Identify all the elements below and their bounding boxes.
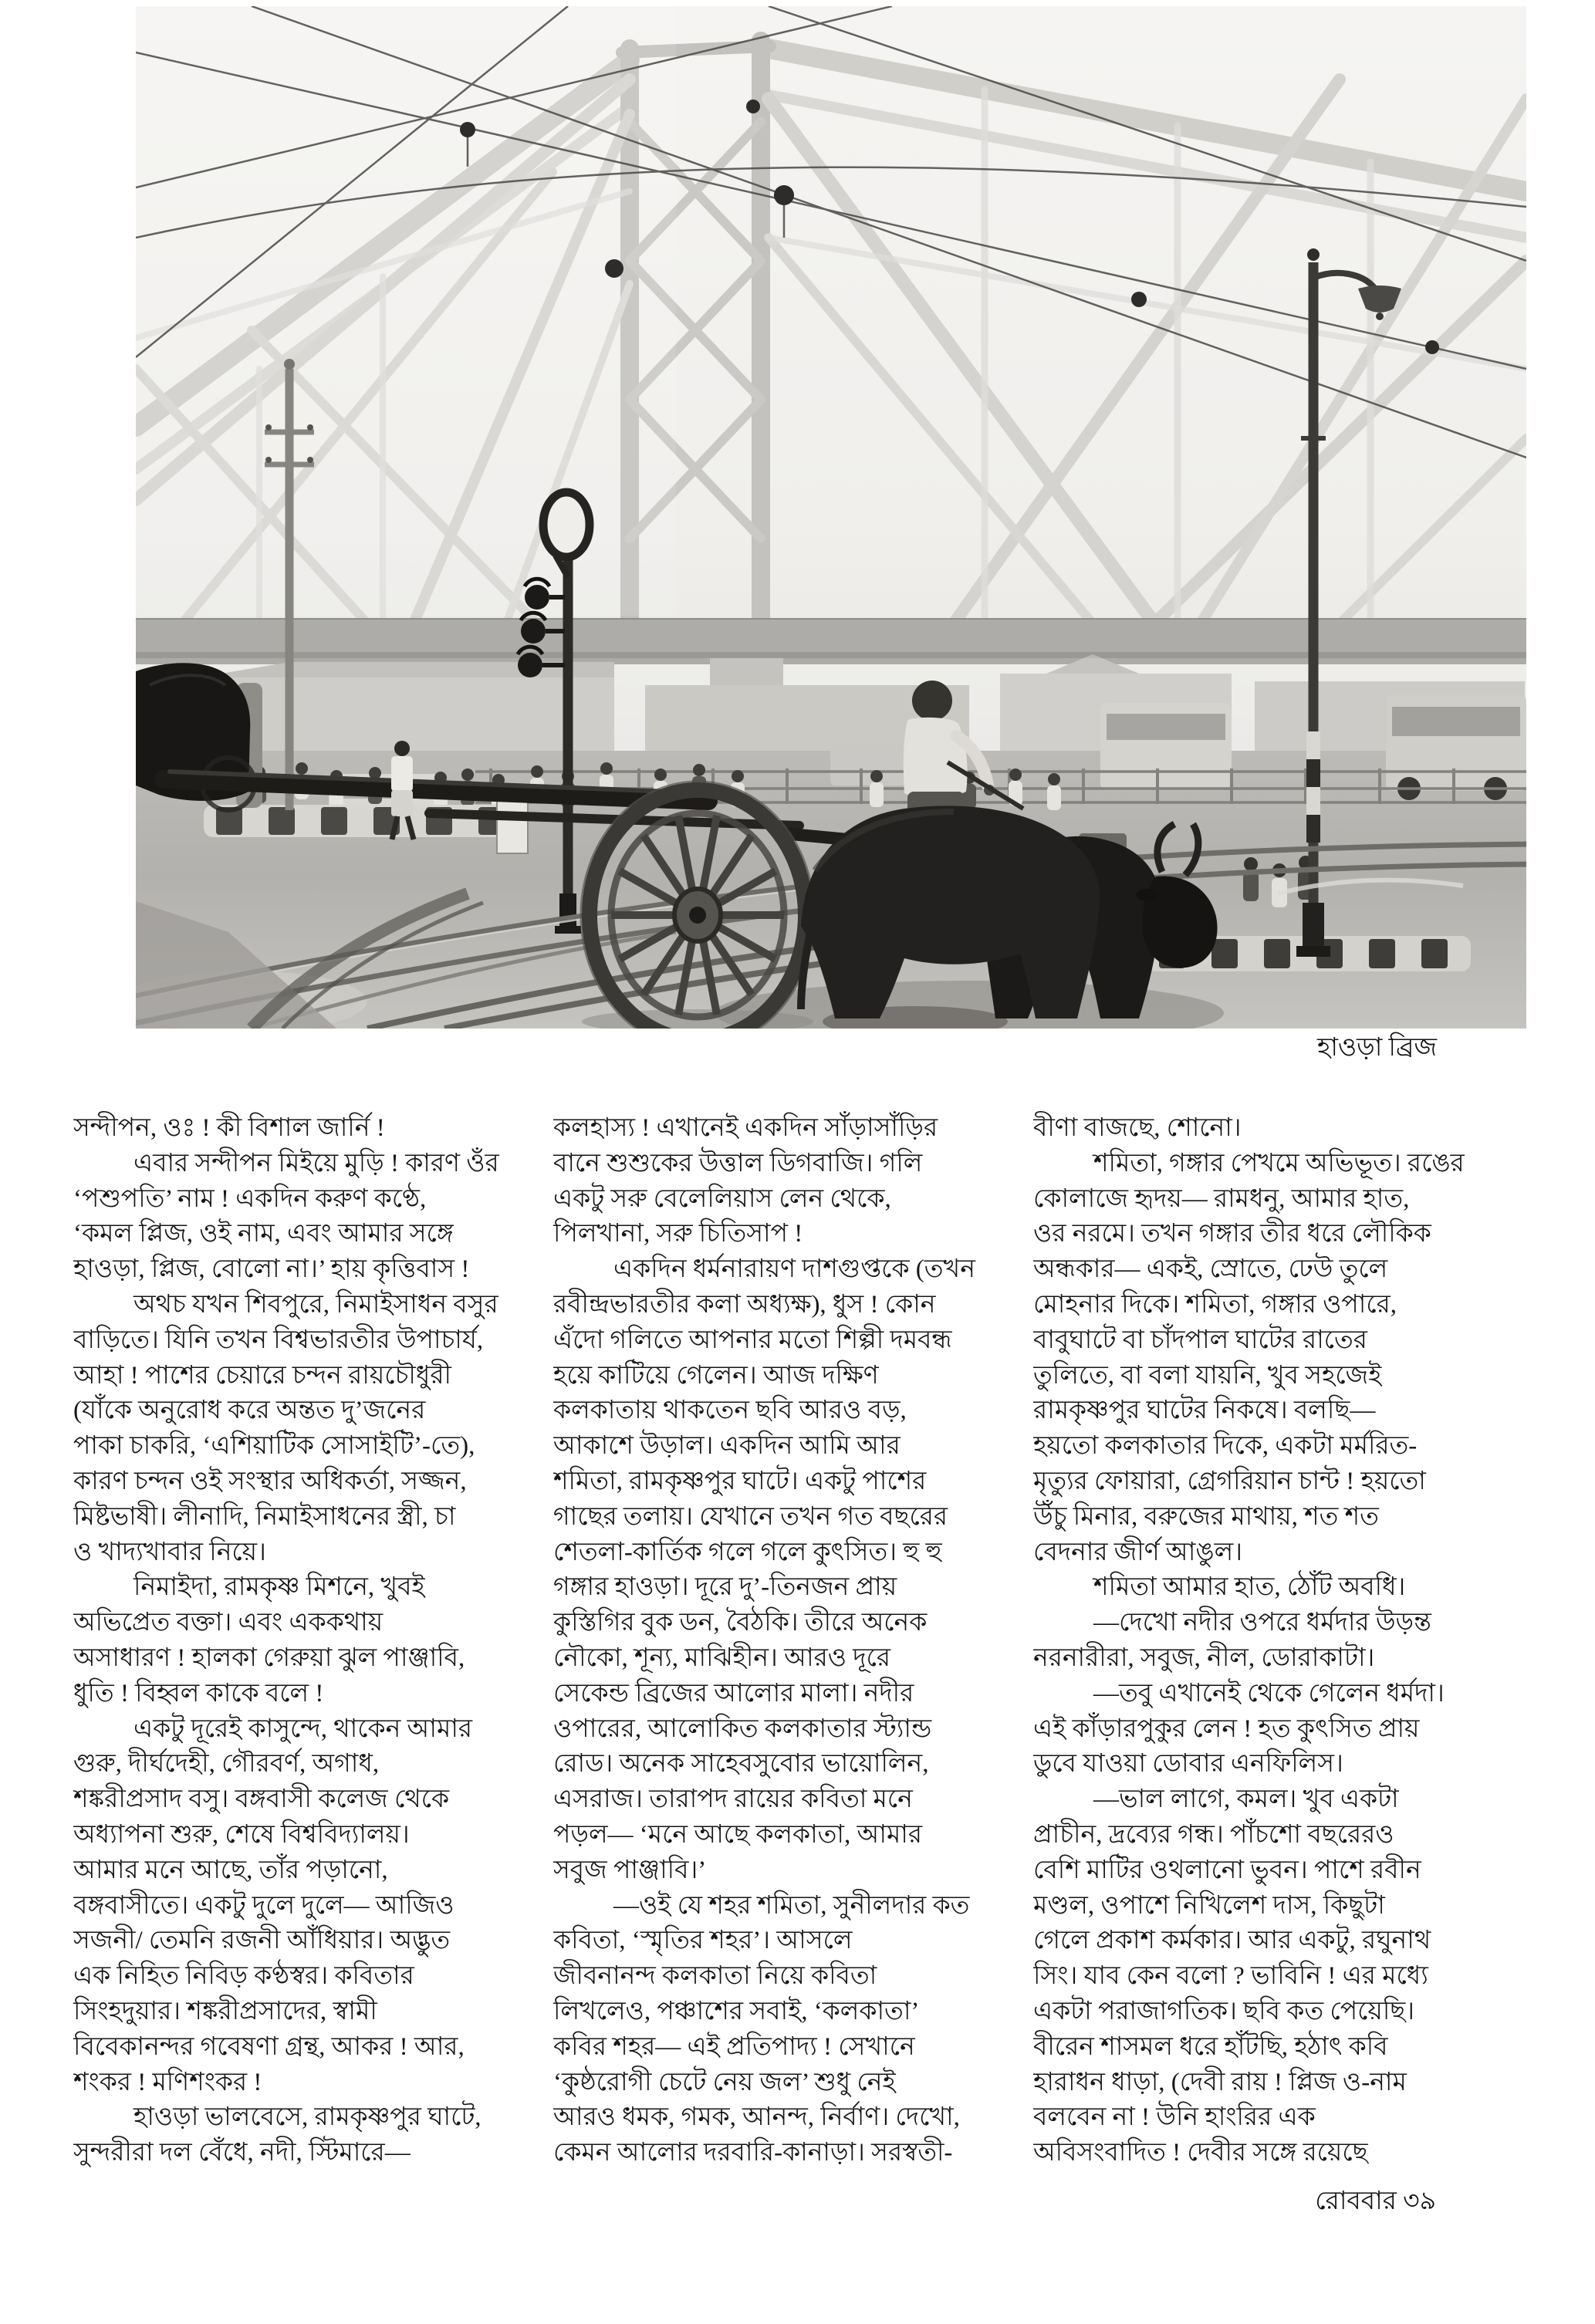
text-line: কলকাতায় থাকতেন ছবি আরও বড়, (553, 1397, 907, 1425)
text-line: ও খাদ্যখাবার নিয়ে। (73, 1538, 266, 1566)
text-line: উঁচু মিনার, বরুজের মাথায়, শত শত (1033, 1502, 1379, 1531)
text-line: হাওড়া, প্লিজ, বোলো না।’ হায় কৃত্তিবাস ! (73, 1255, 470, 1284)
text-line: —ওই যে শহর শমিতা, সুনীলদার কত (613, 1891, 970, 1920)
text-line: কবির শহর— এই প্রতিপাদ্য ! সেখানে (553, 2032, 915, 2061)
text-line: বাবুঘাটে বা চাঁদপাল ঘাটের রাতের (1033, 1326, 1367, 1354)
text-line: কেমন আলোর দরবারি-কানাড়া। সরস্বতী- (553, 2139, 953, 2167)
text-line: ‘কুষ্ঠরোগী চেটে নেয় জল’ শুধু নেই (553, 2068, 896, 2096)
text-line: গুরু, দীর্ঘদেহী, গৌরবর্ণ, অগাধ, (73, 1750, 380, 1778)
text-line: গেলে প্রকাশ কর্মকার। আর একটু, রঘুনাথ (1033, 1927, 1431, 1955)
text-line: তুলিতে, বা বলা যায়নি, খুব সহজেই (1033, 1361, 1382, 1390)
text-line: অবিসংবাদিত ! দেবীর সঙ্গে রয়েছে (1033, 2139, 1368, 2167)
text-line: মৃত্যুর ফোয়ারা, গ্রেগরিয়ান চান্ট ! হয়তো (1033, 1467, 1426, 1495)
text-line: মোহনার দিকে। শমিতা, গঙ্গার ওপারে, (1033, 1290, 1397, 1319)
text-line: ওর নরমে। তখন গঙ্গার তীর ধরে লৌকিক (1033, 1220, 1431, 1248)
text-line: নৌকো, শূন্য, মাঝিহীন। আরও দূরে (553, 1643, 891, 1672)
text-line: লিখলেও, পঞ্চাশের সবাই, ‘কলকাতা’ (553, 1997, 920, 2025)
text-line: —দেখো নদীর ওপরে ধর্মদার উড়ন্ত (1093, 1609, 1431, 1637)
text-line: (যাঁকে অনুরোধ করে অন্তত দু’জনের (73, 1397, 426, 1425)
text-line: কলহাস্য ! এখানেই একদিন সাঁড়াসাঁড়ির (553, 1114, 938, 1142)
text-line: অথচ যখন শিবপুরে, নিমাইসাধন বসুর (133, 1290, 498, 1319)
text-line: এক নিহিত নিবিড় কণ্ঠস্বর। কবিতার (73, 1962, 414, 1991)
text-line: হাওড়া ভালবেসে, রামকৃষ্ণপুর ঘাটে, (133, 2103, 482, 2132)
text-line: কোলাজে হৃদয়— রামধনু, আমার হাত, (1033, 1184, 1410, 1213)
text-line: বীরেন শাসমল ধরে হাঁটছি, হঠাৎ কবি (1033, 2032, 1388, 2061)
text-line: শমিতা আমার হাত, ঠোঁট অবধি। (1093, 1573, 1406, 1602)
text-line: —ভাল লাগে, কমল। খুব একটা (1093, 1785, 1399, 1814)
text-line: সন্দীপন, ওঃ ! কী বিশাল জার্নি ! (73, 1114, 385, 1142)
text-line: এসরাজ। তারাপদ রায়ের কবিতা মনে (553, 1785, 913, 1814)
text-line: রবীন্দ্রভারতীর কলা অধ্যক্ষ), ধুস ! কোন (553, 1290, 936, 1319)
footer-magazine-name: রোববার (1315, 2187, 1397, 2215)
text-line: শংকর ! মণিশংকর ! (73, 2068, 262, 2096)
text-line: বলবেন না ! উনি হাংরির এক (1033, 2103, 1316, 2132)
text-line: অন্ধকার— একই, স্রোতে, ঢেউ তুলে (1033, 1255, 1388, 1284)
text-line: ডুবে যাওয়া ডোবার এনফিলিস। (1033, 1750, 1343, 1778)
text-line: পড়ল— ‘মনে আছে কলকাতা, আমার (553, 1820, 923, 1849)
text-line: বেদনার জীর্ণ আঙুল। (1033, 1538, 1243, 1566)
text-line: —তবু এখানেই থেকে গেলেন ধর্মদা। (1093, 1679, 1445, 1708)
text-line: বাড়িতে। যিনি তখন বিশ্বভারতীর উপাচার্য, (73, 1326, 484, 1354)
text-line: সুন্দরীরা দল বেঁধে, নদী, স্টিমারে— (73, 2139, 411, 2167)
text-line: বঙ্গবাসীতে। একটু দুলে দুলে— আজিও (73, 1891, 455, 1920)
text-line: কবিতা, ‘স্মৃতির শহর’। আসলে (553, 1927, 853, 1955)
text-line: আমার মনে আছে, তাঁর পড়ানো, (73, 1856, 388, 1884)
text-line: সিংহদুয়ার। শঙ্করীপ্রসাদের, স্বামী (73, 1997, 377, 2025)
text-line: ‘পশুপতি’ নাম ! একদিন করুণ কণ্ঠে, (73, 1184, 427, 1213)
text-line: মিষ্টভাষী। লীনাদি, নিমাইসাধনের স্ত্রী, চা (73, 1502, 456, 1531)
text-line: ‘কমল প্লিজ, ওই নাম, এবং আমার সঙ্গে (73, 1220, 454, 1248)
text-line: হয়ে কাটিয়ে গেলেন। আজ দক্ষিণ (553, 1361, 879, 1390)
text-line: হারাধন ধাড়া, (দেবী রায় ! প্লিজ ও-নাম (1033, 2068, 1407, 2096)
text-line: আকাশে উড়াল। একদিন আমি আর (553, 1432, 901, 1461)
text-line: একটু সরু বেলেলিয়াস লেন থেকে, (553, 1184, 891, 1213)
article-body (73, 1111, 1465, 2171)
text-line: শমিতা, গঙ্গার পেখমে অভিভূত। রঙের (1093, 1149, 1465, 1177)
text-line: এই কাঁড়ারপুকুর লেন ! হত কুৎসিত প্রায় (1033, 1714, 1420, 1743)
text-line: শেতলা-কার্তিক গলে গলে কুৎসিত। হু হু (553, 1538, 942, 1566)
text-line: পাকা চাকরি, ‘এশিয়াটিক সোসাইটি’-তে), (73, 1432, 475, 1461)
text-line: একদিন ধর্মনারায়ণ দাশগুপ্তকে (তখন (613, 1255, 975, 1284)
photo-caption: হাওড়া ব্রিজ (1316, 1034, 1437, 1062)
page-footer (73, 2180, 1436, 2224)
text-column-3 (1033, 1111, 1465, 2171)
text-line: কারণ চন্দন ওই সংস্থার অধিকর্তা, সজ্জন, (73, 1467, 467, 1495)
text-line: সজনী/ তেমনি রজনী আঁধিয়ার। অদ্ভুত (73, 1927, 451, 1955)
text-line: প্রাচীন, দ্রব্যের গন্ধ। পাঁচশো বছরেরও (1033, 1820, 1394, 1849)
text-line: গঙ্গার হাওড়া। দূরে দু’-তিনজন প্রায় (553, 1573, 897, 1602)
text-line: সবুজ পাঞ্জাবি।’ (553, 1856, 707, 1884)
footer-page-number: ৩৯ (1403, 2187, 1436, 2215)
text-column-1 (73, 1111, 505, 2171)
photo-illustration (136, 6, 1526, 1029)
text-line: শমিতা, রামকৃষ্ণপুর ঘাটে। একটু পাশের (553, 1467, 927, 1495)
text-line: জীবনানন্দ কলকাতা নিয়ে কবিতা (553, 1962, 877, 1991)
text-line: নিমাইদা, রামকৃষ্ণ মিশনে, খুবই (133, 1573, 425, 1602)
text-line: পিলখানা, সরু চিতিসাপ ! (553, 1220, 803, 1248)
text-line: বানে শুশুকের উত্তাল ডিগবাজি। গলি (553, 1149, 923, 1177)
text-line: আরও ধমক, গমক, আনন্দ, নির্বাণ। দেখো, (553, 2103, 960, 2132)
text-line: রোড। অনেক সাহেবসুবোর ভায়োলিন, (553, 1750, 929, 1778)
text-line: সিং। যাব কেন বলো ? ভাবিনি ! এর মধ্যে (1033, 1962, 1428, 1991)
text-line: অভিপ্রেত বক্তা। এবং এককথায় (73, 1609, 384, 1637)
text-line: এবার সন্দীপন মিইয়ে মুড়ি ! কারণ ওঁর (133, 1149, 499, 1177)
text-line: অসাধারণ ! হালকা গেরুয়া ঝুল পাঞ্জাবি, (73, 1643, 465, 1672)
text-line: একটা পরাজাগতিক। ছবি কত পেয়েছি। (1033, 1997, 1415, 2025)
text-line: সেকেন্ড ব্রিজের আলোর মালা। নদীর (553, 1679, 914, 1708)
text-line: মণ্ডল, ওপাশে নিখিলেশ দাস, কিছুটা (1033, 1891, 1385, 1920)
text-line: কুস্তিগির বুক ডন, বৈঠকি। তীরে অনেক (553, 1609, 928, 1637)
text-line: রামকৃষ্ণপুর ঘাটের নিকষে। বলছি— (1033, 1397, 1376, 1425)
text-column-2 (553, 1111, 985, 2171)
text-line: ধুতি ! বিহ্বল কাকে বলে ! (73, 1679, 324, 1708)
text-line: অধ্যাপনা শুরু, শেষে বিশ্ববিদ্যালয়। (73, 1820, 410, 1849)
text-line: নরনারীরা, সবুজ, নীল, ডোরাকাটা। (1033, 1643, 1375, 1672)
text-line: আহা ! পাশের চেয়ারে চন্দন রায়চৌধুরী (73, 1361, 451, 1390)
text-line: গাছের তলায়। যেখানে তখন গত বছরের (553, 1502, 948, 1531)
text-line: হয়তো কলকাতার দিকে, একটা মর্মরিত- (1033, 1432, 1418, 1461)
text-line: এঁদো গলিতে আপনার মতো শিল্পী দমবন্ধ (553, 1326, 952, 1354)
text-line: বেশি মাটির ওথলানো ভুবন। পাশে রবীন (1033, 1856, 1421, 1884)
text-line: একটু দূরেই কাসুন্দে, থাকেন আমার (133, 1714, 473, 1743)
text-line: ওপারের, আলোকিত কলকাতার স্ট্যান্ড (553, 1714, 932, 1743)
text-line: শঙ্করীপ্রসাদ বসু। বঙ্গবাসী কলেজ থেকে (73, 1785, 450, 1814)
howrah-bridge-photo (136, 6, 1526, 1029)
text-line: বীণা বাজছে, শোনো। (1033, 1114, 1242, 1142)
text-line: বিবেকানন্দর গবেষণা গ্রন্থ, আকর ! আর, (73, 2032, 465, 2061)
